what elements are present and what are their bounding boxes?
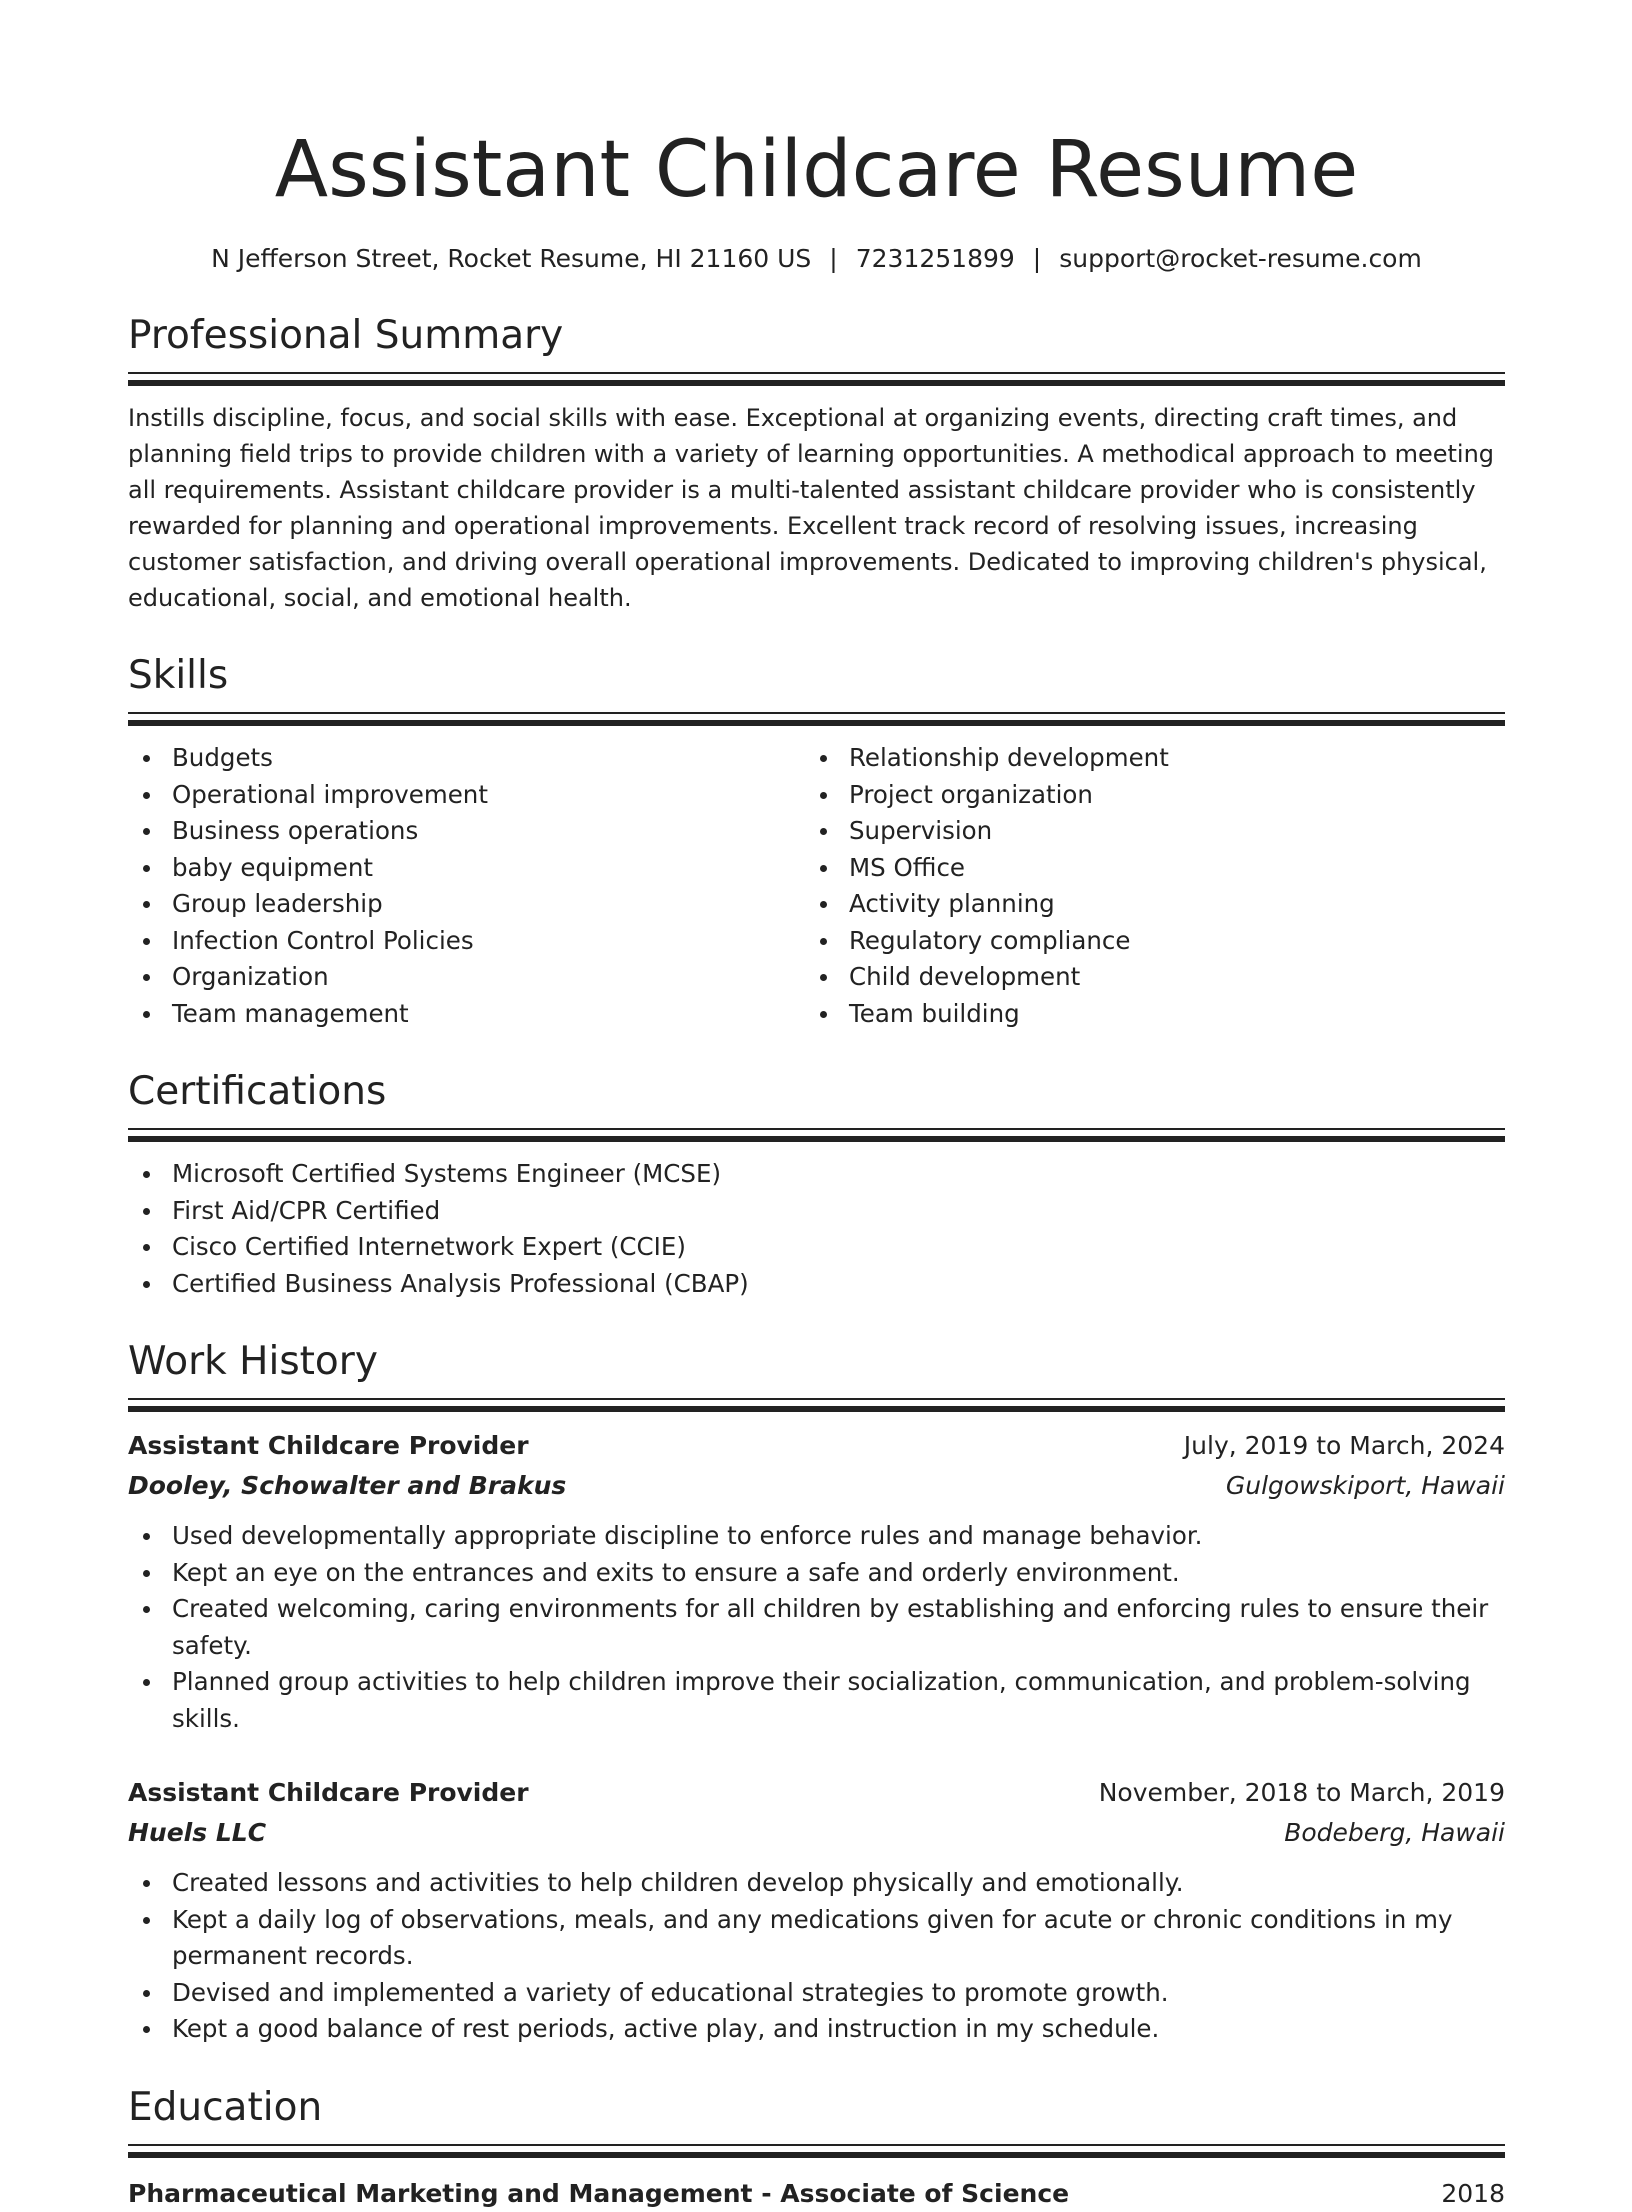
skill-item: Budgets bbox=[128, 740, 805, 777]
skills-list-right bbox=[805, 740, 1482, 1032]
certification-item: First Aid/CPR Certified bbox=[128, 1193, 1505, 1230]
contact-line bbox=[128, 242, 1505, 276]
resume-title: Assistant Childcare Resume bbox=[274, 125, 1359, 215]
certification-item: Certified Business Analysis Professional (CBAP) bbox=[128, 1266, 1505, 1303]
job-location: Gulgowskiport, Hawaii bbox=[1225, 1471, 1505, 1500]
job-title: Assistant Childcare Provider bbox=[128, 1778, 529, 1807]
work-history-section bbox=[128, 1338, 1505, 2048]
summary-text: Instills discipline, focus, and social skills with ease. Exceptional at organizing events, directing craft times, and planning field trips to provide children with a variety of learning opportunities. A methodical approach to meeting all requirements. Assistant childcare provider is a multi-talented assistant childcare provider who is consistently rewarded for planning and operational improvements. Excellent track record of resolving issues, increasing customer satisfaction, and driving overall operational improvements. Dedicated to improving children's physical, educational, social, and emotional health. bbox=[128, 404, 1495, 612]
professional-summary-section bbox=[128, 312, 1505, 616]
skill-item: Activity planning bbox=[805, 886, 1482, 923]
section-heading: Professional Summary bbox=[128, 313, 564, 358]
job-duty-item: Devised and implemented a variety of educational strategies to promote growth. bbox=[128, 1975, 1505, 2012]
skill-item: Group leadership bbox=[128, 886, 805, 923]
contact-phone: 7231251899 bbox=[855, 244, 1015, 273]
job-duties-list bbox=[128, 1865, 1505, 2048]
job-duty-item: Created welcoming, caring environments for all children by establishing and enforcing rules to ensure their safety. bbox=[128, 1591, 1505, 1664]
skills-section bbox=[128, 652, 1505, 1032]
section-divider bbox=[128, 1128, 1505, 1142]
contact-email: support@rocket-resume.com bbox=[1059, 244, 1422, 273]
education-degree: Pharmaceutical Marketing and Management - Associate of Science bbox=[128, 2178, 1070, 2208]
job-duty-item: Planned group activities to help children improve their socialization, communication, and problem-solving skills. bbox=[128, 1664, 1505, 1737]
skill-item: Operational improvement bbox=[128, 777, 805, 814]
contact-separator: | bbox=[1032, 244, 1042, 273]
section-divider bbox=[128, 712, 1505, 726]
skill-item: Supervision bbox=[805, 813, 1482, 850]
job-duties-list bbox=[128, 1518, 1505, 1737]
contact-address: N Jefferson Street, Rocket Resume, HI 21160 US bbox=[211, 244, 812, 273]
section-heading: Certifications bbox=[128, 1069, 387, 1114]
job-dates: November, 2018 to March, 2019 bbox=[1098, 1778, 1505, 1807]
skill-item: Infection Control Policies bbox=[128, 923, 805, 960]
skill-item: Relationship development bbox=[805, 740, 1482, 777]
skills-list-left bbox=[128, 740, 805, 1032]
certification-item: Cisco Certified Internetwork Expert (CCIE) bbox=[128, 1229, 1505, 1266]
skill-item: Business operations bbox=[128, 813, 805, 850]
section-heading: Skills bbox=[128, 653, 229, 698]
skill-item: MS Office bbox=[805, 850, 1482, 887]
job-company: Dooley, Schowalter and Brakus bbox=[128, 1471, 567, 1500]
education-section bbox=[128, 2084, 1505, 2212]
section-divider bbox=[128, 372, 1505, 386]
job-title: Assistant Childcare Provider bbox=[128, 1431, 529, 1460]
job-dates: July, 2019 to March, 2024 bbox=[1183, 1431, 1505, 1460]
section-heading: Education bbox=[128, 2084, 323, 2130]
section-divider bbox=[128, 1398, 1505, 1412]
skill-item: Child development bbox=[805, 959, 1482, 996]
job-company: Huels LLC bbox=[128, 1818, 267, 1847]
certification-item: Microsoft Certified Systems Engineer (MCSE) bbox=[128, 1156, 1505, 1193]
skill-item: Team management bbox=[128, 996, 805, 1033]
job-location: Bodeberg, Hawaii bbox=[1284, 1818, 1505, 1847]
job-entry bbox=[128, 1773, 1505, 2048]
job-duty-item: Used developmentally appropriate discipline to enforce rules and manage behavior. bbox=[128, 1518, 1505, 1555]
education-entry bbox=[128, 2176, 1505, 2212]
education-year: 2018 bbox=[1441, 2178, 1505, 2208]
job-entry bbox=[128, 1426, 1505, 1737]
certifications-list bbox=[128, 1156, 1505, 1302]
certifications-section bbox=[128, 1068, 1505, 1302]
section-divider bbox=[128, 2144, 1505, 2158]
skill-item: Project organization bbox=[805, 777, 1482, 814]
job-duty-item: Kept an eye on the entrances and exits to ensure a safe and orderly environment. bbox=[128, 1555, 1505, 1592]
skills-grid bbox=[128, 740, 1505, 1032]
contact-separator: | bbox=[829, 244, 838, 273]
skill-item: Regulatory compliance bbox=[805, 923, 1482, 960]
skill-item: baby equipment bbox=[128, 850, 805, 887]
skill-item: Organization bbox=[128, 959, 805, 996]
job-duty-item: Created lessons and activities to help children develop physically and emotionally. bbox=[128, 1865, 1505, 1902]
job-duty-item: Kept a daily log of observations, meals, and any medications given for acute or chronic conditions in my permanent records. bbox=[128, 1902, 1505, 1975]
skill-item: Team building bbox=[805, 996, 1482, 1033]
job-duty-item: Kept a good balance of rest periods, active play, and instruction in my schedule. bbox=[128, 2011, 1505, 2048]
section-heading: Work History bbox=[128, 1339, 378, 1384]
